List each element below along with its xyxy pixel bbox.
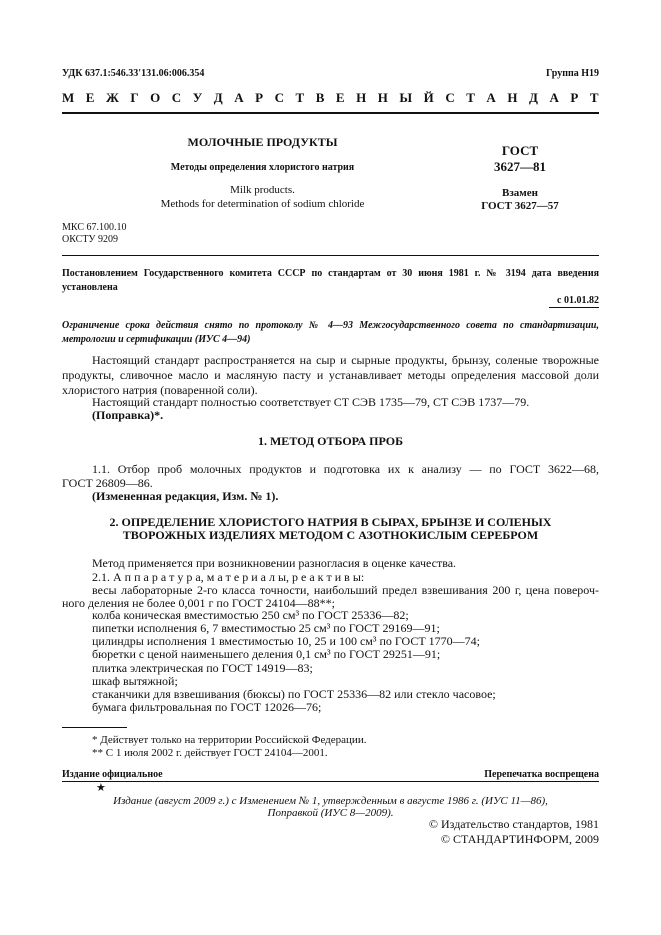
- section-2-heading-2: ТВОРОЖНЫХ ИЗДЕЛИЯХ МЕТОДОМ С АЗОТНОКИСЛЫМ СЕРЕБРОМ: [122, 528, 539, 542]
- intro-compliance: Настоящий стандарт полностью соответствует СТ СЭВ 1735—79, СТ СЭВ 1737—79.: [92, 395, 530, 409]
- limit-line-1: Ограничение срока действия снято по протоколу № 4—93 Межгосударственного совета по стандартизации,: [62, 320, 599, 331]
- section-2-line: плитка электрическая по ГОСТ 14919—83;: [92, 661, 313, 675]
- limit-line-2: метрологии и сертификации (ИУС 4—94): [62, 334, 251, 345]
- star-icon: ★: [96, 782, 106, 794]
- edition-line-1: Издание (август 2009 г.) с Изменением № 1, утвержденным в августе 1986 г. (ИУС 11—86),: [113, 795, 548, 807]
- intro-line-2: продукты, сливочное масло и масляную пасту и устанавливает методы определения массовой доли: [62, 368, 599, 382]
- gost-number: 3627—81: [494, 159, 546, 174]
- section-1-line-1: 1.1. Отбор проб молочных продуктов и подготовка их к анализу — по ГОСТ 3622—68,: [92, 462, 599, 476]
- banner-title: М Е Ж Г О С У Д А Р С Т В Е Н Н Ы Й С Т А Н Д А Р Т: [62, 90, 599, 105]
- footnote-rule: [62, 727, 127, 728]
- title-en-sub: Methods for determination of sodium chloride: [160, 198, 365, 210]
- section-1-amendment: (Измененная редакция, Изм. № 1).: [92, 489, 279, 503]
- udk-code: УДК 637.1:546.33'131.06:006.354: [62, 68, 205, 79]
- section-2-line: бумага фильтровальная по ГОСТ 12026—76;: [92, 700, 322, 714]
- intro-line-1: Настоящий стандарт распространяется на сыр и сырные продукты, брынзу, соленые творожные: [92, 353, 599, 367]
- reprint-notice: Перепечатка воспрещена: [484, 769, 599, 780]
- copyright-2: © СТАНДАРТИНФОРМ, 2009: [440, 832, 599, 846]
- section-1-line-2: ГОСТ 26809—86.: [62, 476, 153, 490]
- footnote-2: ** С 1 июля 2002 г. действует ГОСТ 24104—2001.: [92, 747, 328, 759]
- gost-label: ГОСТ: [501, 143, 539, 158]
- title-rule: [62, 255, 599, 256]
- decree-date-underline: [549, 307, 599, 308]
- decree-line-2: установлена: [62, 282, 118, 293]
- title-ru-main: МОЛОЧНЫЕ ПРОДУКТЫ: [187, 135, 338, 149]
- section-2-line: 2.1. А п п а р а т у р а, м а т е р и а л ы, р е а к т и в ы:: [92, 570, 365, 584]
- header-rule: [62, 112, 599, 114]
- decree-date: с 01.01.82: [557, 295, 599, 306]
- intro-correction: (Поправка)*.: [92, 408, 164, 422]
- footnote-1: * Действует только на территории Российской Федерации.: [92, 734, 367, 746]
- section-2-line: пипетки исполнения 6, 7 вместимостью 25 см³ по ГОСТ 29169—91;: [92, 621, 440, 635]
- section-2-line: бюретки с ценой наименьшего деления 0,1 см³ по ГОСТ 29251—91;: [92, 647, 441, 661]
- edition-line-2: Поправкой (ИУС 8—2009).: [267, 807, 394, 819]
- section-1-heading: 1. МЕТОД ОТБОРА ПРОБ: [257, 434, 403, 448]
- section-2-line: цилиндры исполнения 1 вместимостью 10, 25 и 100 см³ по ГОСТ 1770—74;: [92, 634, 481, 648]
- decree-line-1: Постановлением Государственного комитета СССР по стандартам от 30 июня 1981 г. № 3194 дата введения: [62, 268, 599, 279]
- replace-number: ГОСТ 3627—57: [481, 200, 559, 212]
- section-2-line: Метод применяется при возникновении разногласия в оценке качества.: [92, 556, 457, 570]
- intro-line-3: хлористого натрия (поваренной соли).: [62, 383, 258, 397]
- copyright-1: © Издательство стандартов, 1981: [428, 817, 599, 831]
- title-ru-sub: Методы определения хлористого натрия: [170, 162, 355, 173]
- mks-code: МКС 67.100.10: [62, 222, 127, 233]
- replace-label: Взамен: [502, 187, 538, 199]
- section-2-heading-1: 2. ОПРЕДЕЛЕНИЕ ХЛОРИСТОГО НАТРИЯ В СЫРАХ, БРЫНЗЕ И СОЛЕНЫХ: [109, 515, 552, 529]
- footer-rule: [62, 781, 599, 782]
- official-edition: Издание официальное: [62, 769, 163, 780]
- section-2-line: стаканчики для взвешивания (бюксы) по ГОСТ 25336—82 или стекло часовое;: [92, 687, 496, 701]
- section-2-line: шкаф вытяжной;: [92, 674, 178, 688]
- title-en-main: Milk products.: [230, 184, 295, 196]
- section-2-line: ного деления не более 0,001 г по ГОСТ 24104—88**;: [62, 596, 335, 610]
- section-2-line: весы лабораторные 2-го класса точности, наибольший предел взвешивания 200 г, цена повероч-: [92, 583, 599, 597]
- section-2-line: колба коническая вместимостью 250 см³ по ГОСТ 25336—82;: [92, 608, 409, 622]
- group-code: Группа Н19: [546, 68, 599, 79]
- okstu-code: ОКСТУ 9209: [62, 234, 119, 245]
